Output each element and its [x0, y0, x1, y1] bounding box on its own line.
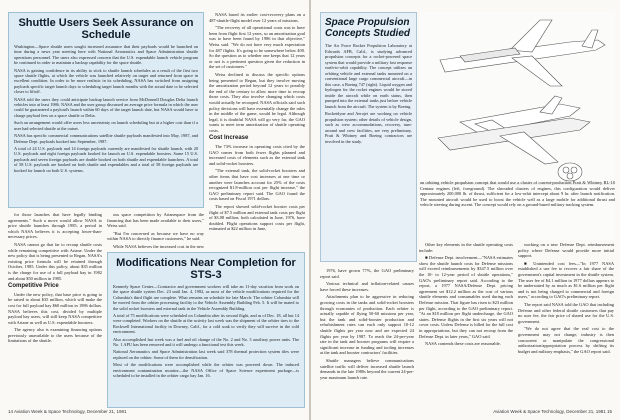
- left-column-1: [8, 212, 102, 408]
- right-column-a: [320, 268, 414, 408]
- body-paragraph: 1976, have grown 77%, the GAO preliminary report said.: [320, 268, 414, 279]
- right-column-c: [518, 242, 614, 408]
- body-paragraph: The 73% increase in operating costs cited by the GAO comes from both fewer flights planned and increased costs of elements such as the external tank and solid-rocket boosters.: [209, 144, 305, 166]
- left-column-3: [209, 12, 305, 248]
- sts3-box-para: Also accomplished last week was a fuel and oil change of the No. 2 and No. 3 auxiliary power units. The No. 1 APU has been removed and it will undergo a functional test this week.: [113, 336, 299, 348]
- body-paragraph: ous space competition by Arianespace from the financing that has been made available to their users," Weiss said.: [107, 212, 204, 229]
- engine-cluster-icon: [558, 163, 582, 181]
- body-paragraph: Shuttle managers believe communications satellite traffic will deliver increased shuttle launch demands in the late 1980s beyond the current 24-per-year maximum launch rate.: [320, 357, 414, 380]
- body-paragraph: "The external tank, the solid-rocket boosters and other items that have cost increases at one time or another were launches account for 25% of the costs recognized $1.8-million cost per flight increase," the GAO preliminary report said. The GAO found the costs based on Fiscal 1971 dollars.: [209, 168, 305, 202]
- shuttle-box-para: Washington—Space shuttle users sought increased assurance that their payloads would be launched on time during a news year meeting here with National Aeronautics and Space Administration shuttle operations personnel. The users also expressed concern that the U.S. expendable launch vehicle program be continued in order to maintain a backup capability for the space shuttle.: [14, 44, 198, 66]
- body-paragraph: The agency also is examining financing options previously unavailable to the users because of the limitations of the shuttle.: [8, 327, 102, 344]
- shuttle-box-para: NASA has specific commercial communications satellite shuttle payloads manifested into May, 1987, and Defense Dept. payloads booked into September, 1987.: [14, 133, 198, 144]
- body-paragraph: ■ Defense Dept. involvement—"NASA estimates show the shuttle launch costs for Defense missions will exceed reimbursements by $347.5 million over the 10- to 12-year period of shuttle operations," GAO's preliminary report said. According to the report, a 1977 NASA/Defense Dept. pricing agreement set $12.2 million as the cost of various shuttle elements and consumables used during each Defense mission. That figure has risen to $23 million per flight, according to the GAO preliminary report. "At an $18 million per flight undercharge, the GAO states. Defense flights in the first six years will not cover costs. Unless Defense is billed for the full cost in appropriations, but they can not recoup from the Defense Dept. in later years," GAO said.: [419, 255, 513, 339]
- body-paragraph: Other key elements in the shuttle operating costs include:: [419, 242, 513, 253]
- subhead-competitive-price: Competitive Price: [8, 283, 59, 290]
- body-paragraph: for those launches that have legally binding agreements." Such a move would allow NASA to price shuttle launches through 1985, a period in which NASA believes it is accepting lower-than-necessary prices.: [8, 212, 102, 240]
- sts3-box-title: Modifications Near Completion for STS-3: [116, 257, 296, 281]
- body-paragraph: The report said NASA told the GAO that including Defense and other federal shuttle customers that pay no user fee, the fair price of shared use for the U.S. government.: [518, 301, 614, 324]
- shuttle-box-para: A total of 24 U.S. payloads and 14 foreign payloads currently are manifested for shuttle launch, with 20 U.S. payloads and eight foreign payloads booked for launch on U.S. expendable boosters. Some 15 U.S. payloads and seven foreign payloads are double booked on both shuttle and expendable launchers. A total of 58 U.S. payloads are booked on both shuttle and expendables and a total of 58 foreign payloads are booked for launch on both U.S. systems.: [14, 145, 198, 173]
- orbiter-vehicle-icon: [438, 96, 590, 164]
- shuttle-box-title: Shuttle Users Seek Assurance on Schedule: [18, 17, 194, 41]
- sts3-box-para: National Aeronautics and Space Administration last week said 378 thermal protection system tiles were replaced on the orbiter. Some of them for densification.: [113, 349, 299, 360]
- left-page-footer: 14 Aviation Week & Space Technology, December 21, 1981: [8, 409, 127, 414]
- propulsion-feature-box: [320, 12, 417, 262]
- subhead-cost-increase: Cost Increase: [209, 135, 249, 142]
- shuttle-schedule-box: [8, 12, 204, 208]
- right-page-footer: Aviation Week & Space Technology, December 21, 1981 15: [493, 409, 612, 414]
- body-paragraph: Under the new policy, that base price is going to be raised to about $35 million, which will make the cost for full payload bay $60 million in 1986 dollars. NASA believes this cost, divided by multiple payload bay users, will still keep NASA competitive with Ariane as well as U.S. expendable boosters.: [8, 291, 102, 325]
- sts3-modifications-box: [107, 252, 305, 408]
- body-paragraph: Weiss declined to discuss the specific options being presented to Regan, but they involve moving the amortization period beyond 12 years to possibly the end of the century to allow more time to recoup those costs. They also involve changing which costs would actually be recouped. NASA officials said such policy decisions will have essentially change the rules in the middle of the game, would be legal. Although legal, it is doubtful NASA will go very far, the GAO wants to meet term amortization of shuttle operating costs.: [209, 71, 305, 133]
- body-paragraph: NASA cannot go that far to recoup shuttle costs while remaining competitive with Ariane. Under the new policy that is being presented to Regan, NASA's existing price formula will be retained through October, 1985. Under this policy, about $35 million is the charge for use of a full payload bay in 1982 and about $50 million in 1985.: [8, 241, 102, 281]
- feature-para: Rocketdyne and Aerojet are working on vehicle propulsion system; other details of vehicle design, such as crew accommodations, recovery, turn-around and crew facilities, are very preliminary. Pratt & Whitney and Boeing contractors are involved in the study.: [325, 111, 412, 144]
- carrier-aircraft-icon: [440, 20, 605, 86]
- body-paragraph: Various technical and inflation-related causes have forced these increases.: [320, 281, 414, 292]
- illustration-caption: [420, 180, 615, 238]
- right-column-b: [419, 242, 513, 408]
- caption-text: an orbiting vehicle propulsion concept that would use a cluster of current-production Pratt & Whitney RL-10 Centaur engines (left, foreground). The shrouded clusters of engines, this configuration would deliver approximately 200,000 lb. of thrust, sufficient for a low-orbit intercept about 9 hr. after launch notification. The mounted aircraft would be used to boost the vehicle well as a large mobile for additional thrust and vehicle steering during ascent. The concept would rely on a ground-based military tracking system.: [420, 180, 615, 208]
- body-paragraph: The report showed solid-rocket booster costs per flight of $7.5 million and external tank costs per flight of $3.08 million, both calculated in June, 1976, have doubled. Flight operations support costs per flight, estimated at $22 million in June,: [209, 204, 305, 232]
- body-paragraph: "We do not agree that the real cost to the government may not change, industry is then concurrent or manipulate the congressional authorization/appropriation process by shifting its budget and military emphasis," the GAO report said.: [518, 326, 614, 354]
- feature-para: The Air Force Rocket Propulsion Laboratory at Edwards AFB, Calif., is studying advanced propulsion concepts for a rocket-powered space system that would provide a military fast response earth-to-orbit capability. The concept utilizes an orbiting vehicle and external tanks mounted on a conventional large cargo commercial aircraft—in this case, a Boeing 747 (right). Liquid oxygen and hydrogen for the rocket engines would be stored inside the aircraft while on earth status, then pumped into the external tanks just before vehicle launch from the aircraft. The system is by Boeing.: [325, 43, 412, 109]
- body-paragraph: NASA contends these costs are reasonable.: [425, 341, 501, 347]
- shuttle-box-para: Such an arrangement would offer users less uncertainty on launch scheduling but at a higher cost than if a user had selected shuttle at the outset.: [14, 120, 198, 131]
- shuttle-box-para: NASA told the users they could anticipate backup launch service from McDonnell Douglas Delta launch vehicles into at least 1986. NASA and the user group discussed an average price formula in which the user could be guaranteed a payload's launch within 60 days of the target launch date, but NASA would have to charge payload fees on a space shuttle or Delta.: [14, 96, 198, 118]
- body-paragraph: While NASA believes the increased cost in the new: [113, 243, 204, 248]
- sts3-box-para: A total of 75 modifications were scheduled on Columbia after its second flight, and as of Dec. 18, all but 14 were completed. Workers on the shuttle at the activity last week was the shipment of the orbiter tires to the Rockwell International facility in Downey, Calif., for a cold soak to verify they will survive in the cold environment.: [113, 313, 299, 335]
- left-page: [0, 0, 309, 420]
- sts3-box-para: Kennedy Space Center—Contractor and government workers will take an 11-day vacation from work on the space shuttle system Dec. 23 until Jan. 4, 1982, as most of the vehicle modifications required for the Columbia's third flight are complete. What remains on schedule for late March: The orbiter Columbia will be moved from the orbiter processing facility to the Vehicle Assembly Building Feb. 5. It will be mated to the solid rocket boosters and external tank in the Vehicle Assembly Building.: [113, 284, 299, 311]
- body-paragraph: NASA based its earlier cost-recovery plans on a 487-shuttle-flight model over 12 years of missions.: [209, 12, 305, 23]
- body-paragraph: "The recovery of all operational costs was to have been from flight first 12 years, so an amortization goal was to have been found by 1986 in that objective," Weiss said. "We do not have very much expectation for 487 flights. It's going to be somewhere below 400. So the question as to whether one keeps that 12 years or not is a pertinent question given the reduction in the set of customers.": [209, 25, 305, 70]
- body-paragraph: working on a new Defense Dept. reimbursement policy where Defense would provide more initial support.: [518, 242, 614, 259]
- body-paragraph: Attachments plan to be aggressive in reducing growing costs in the tanks and solid-rocket boosters through economies of production. Each orbiter is actually capable of flying 50-60 missions per year, but the tank and solid-booster production and refurbishment rates can each only support 10-12 shuttle flights per year now and are expected 24 flights per year by 1987. To reach the 24-per-year rate in the tank and booster programs will require a significant increase in funding and tooling increases at the tank and booster contractors' facilities.: [320, 294, 414, 356]
- left-column-2: [107, 212, 204, 248]
- shuttle-box-para: NASA is gaining confidence in its ability to stick to shuttle launch schedules as a result of the first two space shuttle flights, at which the vehicle was launched relatively on target and returned from space in excellent condition. In order to be more realistic in its scheduling, NASA has switched from assigning payloads specific target launch days to scheduling target launch months with the actual date to be selected closer to liftoff.: [14, 67, 198, 95]
- feature-title: Space Propulsion Concepts Studied: [325, 17, 411, 39]
- body-paragraph: "But I'm concerned as because we have no way within NASA to directly finance customers," he said.: [107, 230, 204, 242]
- body-paragraph: ■ Unintended cost fees—"In 1977 NASA established a use fee to recover a fair share of the government's capital investment in the shuttle system. The user fee of $4.1 million in 1977 dollars appears to be understated by as much as $1.6 million per flight and is not being charged to commercial and foreign users," according to GAO's preliminary report.: [518, 260, 614, 300]
- sts3-box-para: Most of the modifications were accomplished while the orbiter was powered down. The induced environment contamination monitor—the NASA Office of Space Science experiment package—is scheduled to be installed in the orbiter cargo bay Jan. 16.: [113, 362, 299, 379]
